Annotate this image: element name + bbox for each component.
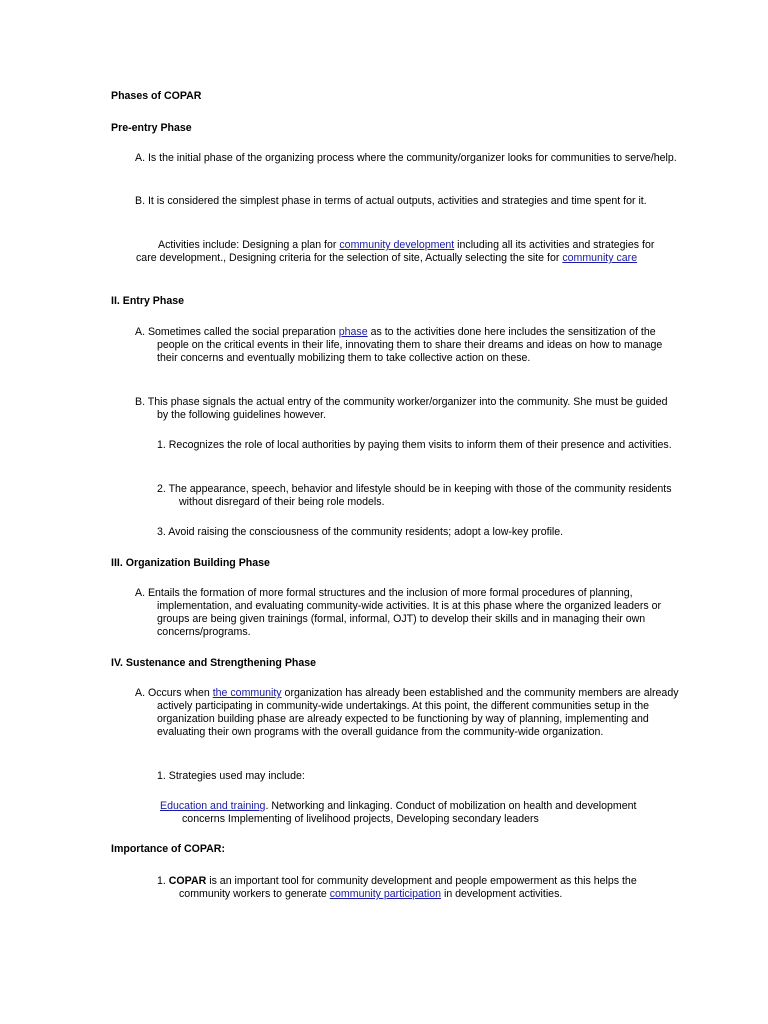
community-participation-link[interactable]: community participation xyxy=(329,888,442,900)
item-number: 1. xyxy=(157,875,169,887)
activities-text-cont: including all its activities and strategies for care development., Designing criteria for the selection of site, Actually selecting the site for xyxy=(136,239,655,264)
strategy-list-text: . Networking and linkaging. Conduct of mobilization on health and development concerns Implementing of livelihood projects, Developing secondary leaders xyxy=(182,800,637,825)
entry-a-text-cont: as to the activities done here includes the sensitization of the people on the critical events in their life, innovating them to share their dreams and ideas on how to manage their concerns and eventually mobilizing them to take collective action on these. xyxy=(157,326,663,364)
community-development-link[interactable]: community development xyxy=(339,239,455,251)
pre-entry-item-a: A. Is the initial phase of the organizing process where the community/organizer looks for communities to serve/help. xyxy=(135,152,677,164)
pre-entry-activities xyxy=(136,239,658,265)
entry-guideline-1: 1. Recognizes the role of local authorities by paying them visits to inform them of their presence and activities. xyxy=(157,439,672,451)
section-heading-sustenance: IV. Sustenance and Strengthening Phase xyxy=(111,657,317,669)
importance-item-1 xyxy=(157,875,679,901)
copar-bold: COPAR xyxy=(168,875,207,887)
activities-text: Activities include: Designing a plan for xyxy=(158,239,340,251)
the-community-link[interactable]: the community xyxy=(212,687,282,699)
entry-guideline-2: 2. The appearance, speech, behavior and lifestyle should be in keeping with those of the community residents without disregard of their being role models. xyxy=(157,483,672,508)
pre-entry-item-b: B. It is considered the simplest phase in terms of actual outputs, activities and strategies and time spent for it. xyxy=(135,195,647,207)
community-care-link[interactable]: community care xyxy=(562,252,638,264)
section-heading-organization: III. Organization Building Phase xyxy=(111,557,270,569)
entry-item-b: B. This phase signals the actual entry of the community worker/organizer into the community. She must be guided by the following guidelines however. xyxy=(135,396,668,421)
sustenance-a-text: A. Occurs when xyxy=(135,687,213,699)
organization-item-a: A. Entails the formation of more formal structures and the inclusion of more formal procedures of planning, implementation, and evaluating community-wide activities. It is at this phase where the organized leaders or groups are being given trainings (formal, informal, OJT) to develop their skills and in managing their own concerns/programs. xyxy=(135,587,662,638)
page-title: Phases of COPAR xyxy=(111,90,202,102)
section-heading-entry: II. Entry Phase xyxy=(111,295,185,307)
phase-link[interactable]: phase xyxy=(338,326,368,338)
section-heading-pre-entry: Pre-entry Phase xyxy=(111,122,192,134)
sustenance-item-a xyxy=(135,687,681,739)
sustenance-strategies: 1. Strategies used may include: xyxy=(157,770,305,782)
importance-text: is an important tool for community development and people empowerment as this helps the community workers to generate xyxy=(179,875,637,900)
sustenance-a-text-cont: organization has already been established and the community members are already actively participating in community-wide undertakings. At this point, the different communities setup in the organization building phase are already expected to be functioning by way of planning, implementing and evaluating their own programs with the overall guidance from the community-wide organization. xyxy=(157,687,679,738)
entry-a-text: A. Sometimes called the social preparation xyxy=(135,326,339,338)
sustenance-strategy-list xyxy=(160,800,682,826)
education-and-training-link[interactable]: Education and training xyxy=(160,800,266,812)
importance-text-cont: in development activities. xyxy=(441,888,563,900)
entry-item-a xyxy=(135,326,681,365)
entry-guideline-3: 3. Avoid raising the consciousness of the community residents; adopt a low-key profile. xyxy=(157,526,564,538)
section-heading-importance: Importance of COPAR: xyxy=(111,843,225,855)
